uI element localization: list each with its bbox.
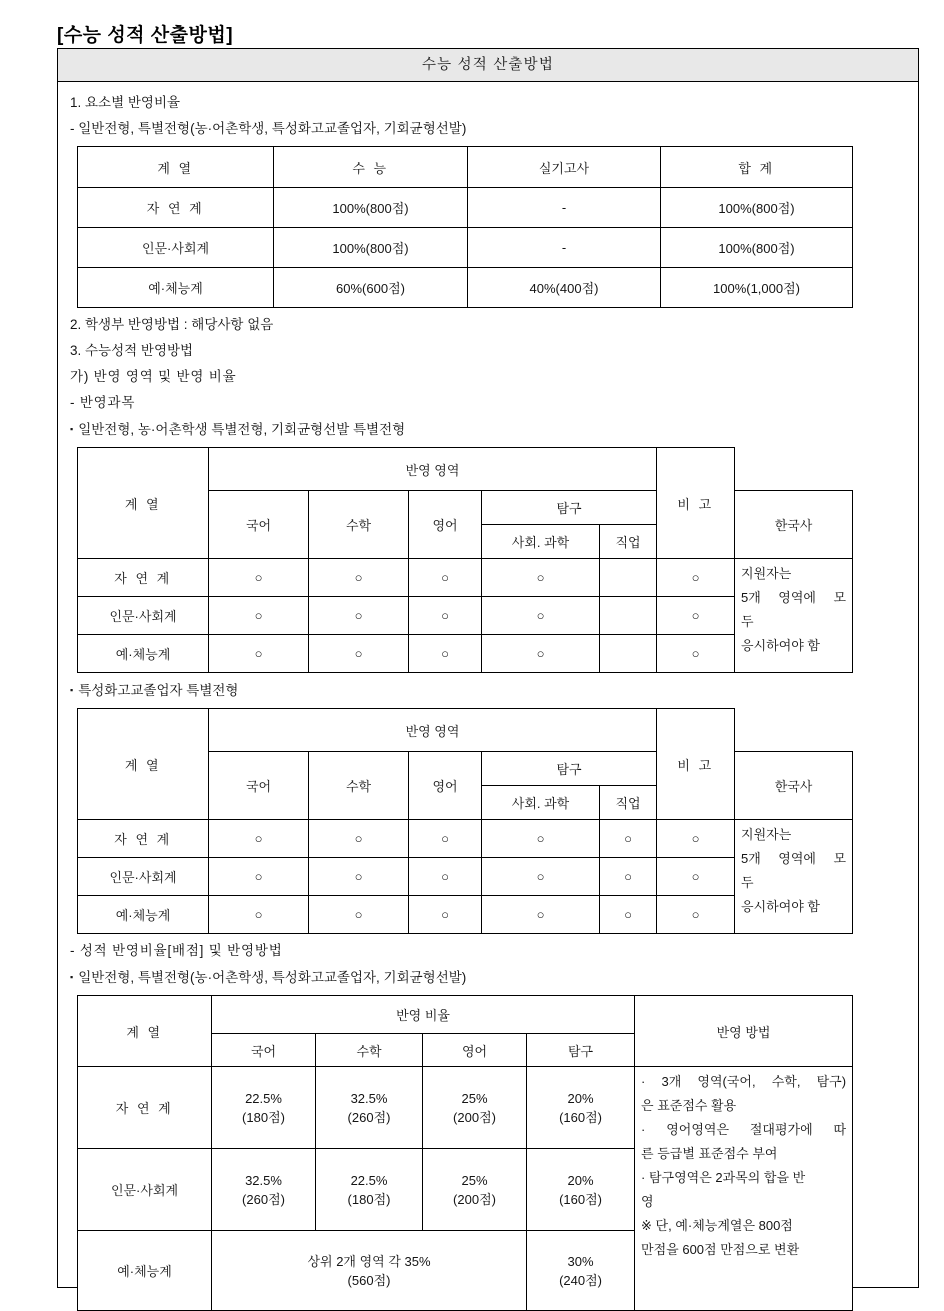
english-points: (200점) [453,1109,496,1125]
cell-korean-history: ○ [657,820,735,858]
cell-practical: - [468,188,661,228]
cell-english: ○ [409,635,482,673]
cell-series: 예·체능계 [78,896,209,934]
table-header-row [78,709,853,752]
col-header-inquiry: 탐구 [482,752,657,786]
cell-math: ○ [309,858,409,896]
math-percent: 22.5% [350,1172,388,1188]
note-line-1: 지원자는 [741,566,792,581]
section-3-title: 3. 수능성적 반영방법 [70,343,194,358]
inquiry-percent: 20% [567,1172,594,1188]
note-line-4: 응시하여야 함 [741,638,820,653]
korean-points: (180점) [242,1109,285,1125]
cell-social-science: ○ [482,858,600,896]
col-header-english: 영어 [423,1034,527,1067]
inquiry-percent: 30% [567,1253,594,1269]
col-header-series: 계 열 [78,709,209,820]
method-line-1: · 3개 영역(국어, 수학, 탐구) [641,1074,847,1089]
table3-caption: ▪ 특성화고교졸업자 특별전형 [70,677,906,704]
table2-caption: ▪ 일반전형, 농·어촌학생 특별전형, 기회균형선발 특별전형 [70,416,906,443]
cell-math-ratio [316,1149,423,1231]
korean-percent: 32.5% [245,1172,282,1188]
table-subject-areas-general [77,447,853,673]
cell-korean-history: ○ [657,635,735,673]
korean-points: (260점) [242,1191,285,1207]
cell-korean-history: ○ [657,896,735,934]
col-header-practical: 실기고사 [468,147,661,188]
cell-series: 자 연 계 [78,559,209,597]
cell-series: 자 연 계 [78,188,274,228]
method-line-3: · 영어영역은 절대평가에 따 [641,1122,847,1137]
cell-korean-ratio [212,1067,316,1149]
col-header-korean: 국어 [209,752,309,820]
cell-note [735,559,853,673]
section-3a-subtitle: - 반영과목 [70,395,136,410]
cell-sat: 60%(600점) [274,268,468,308]
note-line-1: 지원자는 [741,827,792,842]
method-line-5: · 탐구영역은 2과목의 합을 반 [641,1170,806,1185]
col-header-social-science: 사회. 과학 [482,786,600,820]
method-line-2: 은 표준점수 활용 [641,1098,737,1113]
cell-note [735,820,853,934]
note-line-2: 5개 영역에 모 [741,851,847,866]
cell-korean-history: ○ [657,858,735,896]
cell-series: 자 연 계 [78,1067,212,1149]
col-header-math: 수학 [309,752,409,820]
page-title: [수능 성적 산출방법] [57,25,234,46]
note-line-3: 두 [741,875,754,890]
cell-series: 자 연 계 [78,820,209,858]
cell-korean: ○ [209,635,309,673]
cell-english: ○ [409,896,482,934]
col-header-english: 영어 [409,491,482,559]
cell-math: ○ [309,896,409,934]
cell-practical: - [468,228,661,268]
cell-series: 예·체능계 [78,635,209,673]
english-percent: 25% [461,1090,488,1106]
cell-math: ○ [309,559,409,597]
table-row [78,268,853,308]
section-3b-title: - 성적 반영비율[배점] 및 반영방법 [70,943,283,958]
col-header-sat: 수 능 [274,147,468,188]
cell-vocational [600,559,657,597]
top2-points: (560점) [347,1272,391,1288]
cell-series: 인문·사회계 [78,858,209,896]
table-row [78,228,853,268]
cell-vocational: ○ [600,896,657,934]
table-row [78,1067,853,1149]
cell-series: 예·체능계 [78,1231,212,1311]
col-header-vocational: 직업 [600,786,657,820]
english-points: (200점) [453,1191,496,1207]
korean-percent: 22.5% [245,1090,282,1106]
cell-practical: 40%(400점) [468,268,661,308]
cell-inquiry-ratio [527,1067,635,1149]
cell-series: 인문·사회계 [78,1149,212,1231]
cell-korean: ○ [209,896,309,934]
table-header-row [78,448,853,491]
cell-english: ○ [409,597,482,635]
math-points: (180점) [347,1191,391,1207]
cell-vocational: ○ [600,820,657,858]
cell-math: ○ [309,597,409,635]
col-header-reflect-area: 반영 영역 [209,709,657,752]
col-header-series: 계 열 [78,996,212,1067]
note-line-2: 5개 영역에 모 [741,590,847,605]
col-header-korean: 국어 [209,491,309,559]
cell-total: 100%(800점) [661,228,853,268]
cell-series: 인문·사회계 [78,597,209,635]
col-header-math: 수학 [316,1034,423,1067]
table-header-row [78,147,853,188]
col-header-inquiry: 탐구 [482,491,657,525]
cell-english: ○ [409,820,482,858]
table4-caption: ▪ 일반전형, 특별전형(농·어촌학생, 특성화고교졸업자, 기회균형선발) [70,964,906,991]
note-line-3: 두 [741,614,754,629]
cell-vocational: ○ [600,858,657,896]
document-body [58,82,918,1311]
col-header-series: 계 열 [78,448,209,559]
cell-korean-history: ○ [657,597,735,635]
cell-top2-areas [212,1231,527,1311]
method-line-4: 른 등급별 표준점수 부여 [641,1146,778,1161]
math-points: (260점) [347,1109,391,1125]
section-1-title: 1. 요소별 반영비율 [70,95,181,110]
table-row [78,820,853,858]
cell-inquiry-ratio [527,1231,635,1311]
cell-korean: ○ [209,559,309,597]
col-header-korean: 국어 [212,1034,316,1067]
col-header-note: 비 고 [657,709,735,820]
cell-social-science: ○ [482,820,600,858]
section-3a-title: 가) 반영 영역 및 반영 비율 [70,369,237,384]
cell-total: 100%(1,000점) [661,268,853,308]
cell-social-science: ○ [482,635,600,673]
cell-inquiry-ratio [527,1149,635,1231]
inquiry-percent: 20% [567,1090,594,1106]
cell-total: 100%(800점) [661,188,853,228]
cell-sat: 100%(800점) [274,188,468,228]
table-subject-areas-vocational [77,708,853,934]
section-1-subtitle: - 일반전형, 특별전형(농·어촌학생, 특성화고교졸업자, 기회균형선발) [70,121,467,136]
inquiry-points: (240점) [559,1272,602,1288]
section-2-title: 2. 학생부 반영방법 : 해당사항 없음 [70,317,274,332]
cell-social-science: ○ [482,597,600,635]
cell-social-science: ○ [482,896,600,934]
section-banner-title: 수능 성적 산출방법 [58,49,918,82]
cell-english: ○ [409,559,482,597]
method-line-7: ※ 단, 예·체능계열은 800점 [641,1218,793,1233]
cell-vocational [600,635,657,673]
cell-series: 인문·사회계 [78,228,274,268]
inquiry-points: (160점) [559,1109,602,1125]
cell-series: 예·체능계 [78,268,274,308]
cell-english: ○ [409,858,482,896]
note-line-4: 응시하여야 함 [741,899,820,914]
table-element-ratio [77,146,853,308]
col-header-reflect-area: 반영 영역 [209,448,657,491]
col-header-english: 영어 [409,752,482,820]
cell-korean: ○ [209,820,309,858]
col-header-note: 비 고 [657,448,735,559]
cell-social-science: ○ [482,559,600,597]
table-header-row [78,996,853,1034]
cell-sat: 100%(800점) [274,228,468,268]
col-header-vocational: 직업 [600,525,657,559]
col-header-reflect-method: 반영 방법 [635,996,853,1067]
cell-math: ○ [309,635,409,673]
cell-korean: ○ [209,597,309,635]
math-percent: 32.5% [350,1090,388,1106]
method-line-8: 만점을 600점 만점으로 변환 [641,1242,800,1257]
cell-vocational [600,597,657,635]
table-score-ratio [77,995,853,1311]
inquiry-points: (160점) [559,1191,602,1207]
col-header-social-science: 사회. 과학 [482,525,600,559]
document-outer-frame [57,48,919,1288]
cell-korean: ○ [209,858,309,896]
cell-korean-history: ○ [657,559,735,597]
cell-korean-ratio [212,1149,316,1231]
col-header-series: 계 열 [78,147,274,188]
cell-reflect-method [635,1067,853,1311]
col-header-total: 합 계 [661,147,853,188]
cell-english-ratio [423,1149,527,1231]
cell-english-ratio [423,1067,527,1149]
col-header-reflect-ratio: 반영 비율 [212,996,635,1034]
english-percent: 25% [461,1172,488,1188]
cell-math-ratio [316,1067,423,1149]
top2-label: 상위 2개 영역 각 35% [307,1253,431,1269]
method-line-6: 영 [641,1194,654,1209]
col-header-math: 수학 [309,491,409,559]
table-row [78,188,853,228]
table-row [78,559,853,597]
col-header-korean-history: 한국사 [735,491,853,559]
col-header-korean-history: 한국사 [735,752,853,820]
col-header-inquiry: 탐구 [527,1034,635,1067]
cell-math: ○ [309,820,409,858]
